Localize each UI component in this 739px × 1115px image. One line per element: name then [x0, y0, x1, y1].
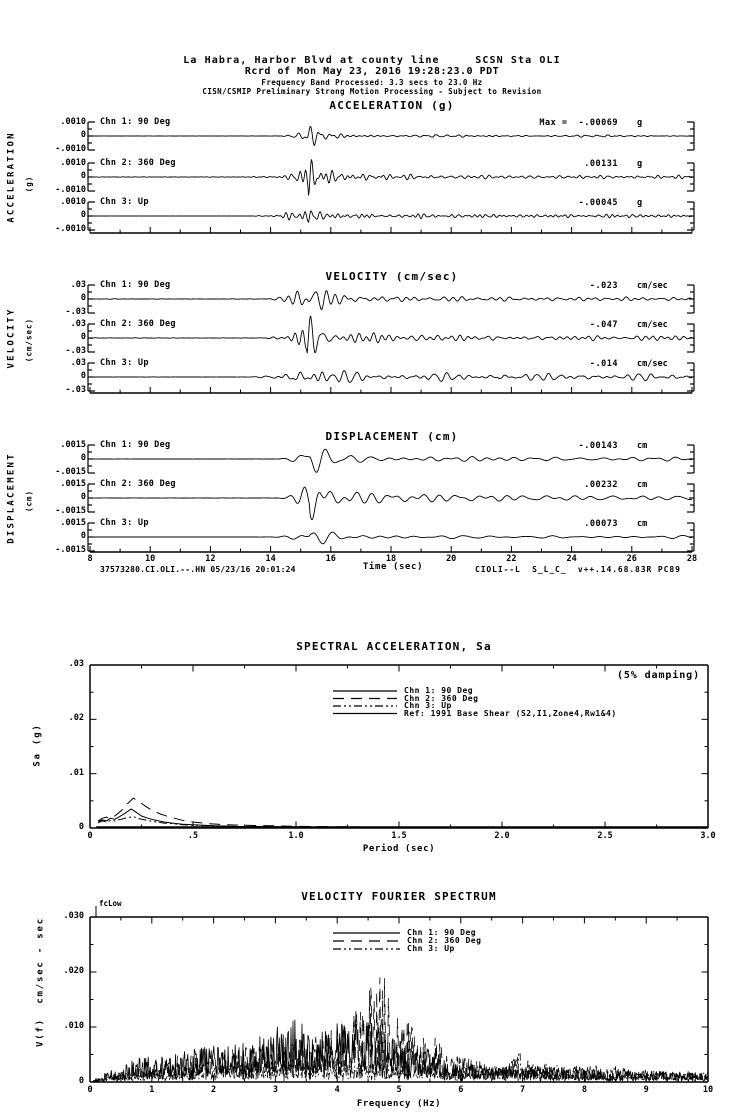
peak-value-label: -.047 — [589, 320, 618, 330]
trace-ymax-label: .0015 — [60, 479, 86, 489]
time-axis-tick-label: 22 — [506, 554, 517, 564]
sa-y-tick-label: .02 — [68, 713, 84, 724]
sa-curve-chn3 — [98, 817, 708, 828]
time-axis-tick-label: 10 — [145, 554, 156, 564]
sa-curve-chn1 — [98, 809, 708, 828]
trace-ymax-label: .0015 — [60, 440, 86, 450]
peak-value-label: .00131 — [584, 159, 618, 169]
frequency-band-line: Frequency Band Processed: 3.3 secs to 23.0 Hz — [261, 78, 483, 87]
peak-value-label: -.014 — [589, 359, 618, 369]
displacement-panel-title: DISPLACEMENT (cm) — [325, 430, 459, 443]
peak-value-label: .00073 — [584, 519, 618, 529]
velocity-axis-side-label: VELOCITY — [6, 307, 17, 369]
velocity_time_series-chn3-waveform — [90, 371, 692, 383]
trace-ymax-label: .0010 — [60, 158, 86, 168]
sa-x-tick-label: .5 — [187, 831, 199, 841]
record-datetime: Rcrd of Mon May 23, 2016 19:28:23.0 PDT — [244, 66, 500, 77]
trace-ymin-label: -.03 — [65, 346, 86, 356]
fourier-xaxis-label: Frequency (Hz) — [356, 1099, 442, 1109]
displacement_time_series-chn2-waveform — [90, 487, 692, 520]
sa-y-tick-label: .01 — [68, 767, 84, 778]
time-axis-tick-label: 28 — [686, 554, 698, 564]
fourier-x-tick-label: 6 — [458, 1085, 464, 1095]
sa-damping-note: (5% damping) — [616, 670, 700, 681]
sa-yaxis-label: Sa (g) — [32, 723, 43, 767]
record-id-info: CIOLI--L S_L_C_ v++.14.68.83R PC89 — [475, 565, 681, 574]
peak-unit-label: cm — [637, 441, 648, 451]
channel-label: Chn 2: 360 Deg — [100, 479, 176, 489]
trace-yzero-label: 0 — [80, 293, 86, 303]
acceleration-panel-title: ACCELERATION (g) — [329, 99, 455, 112]
trace-ymin-label: -.03 — [65, 307, 86, 317]
channel-label: Chn 3: Up — [100, 197, 149, 207]
fourier-legend-label: Chn 2: 360 Deg — [407, 936, 482, 945]
trace-yzero-label: 0 — [80, 171, 86, 181]
trace-ymax-label: .03 — [70, 280, 86, 290]
fourier-x-tick-label: 1 — [149, 1085, 155, 1095]
trace-yzero-label: 0 — [80, 492, 86, 502]
peak-unit-label: cm/sec — [637, 320, 668, 330]
sa-x-tick-label: 3.0 — [700, 831, 716, 841]
channel-label: Chn 3: Up — [100, 358, 149, 368]
trace-ymin-label: -.0015 — [55, 506, 86, 516]
trace-ymin-label: -.03 — [65, 385, 86, 395]
displacement_time_series-chn3-waveform — [90, 532, 692, 544]
sa-xaxis-label: Period (sec) — [362, 844, 436, 854]
sa-y-tick-label: .03 — [68, 659, 84, 669]
peak-unit-label: g — [637, 198, 643, 208]
fourier-legend-label: Chn 1: 90 Deg — [407, 928, 477, 937]
trace-yzero-label: 0 — [80, 453, 86, 463]
channel-label: Chn 2: 360 Deg — [100, 319, 176, 329]
trace-ymax-label: .03 — [70, 358, 86, 368]
channel-label: Chn 2: 360 Deg — [100, 158, 176, 168]
fourier-x-tick-label: 7 — [520, 1085, 526, 1095]
sa-curve-chn2 — [98, 798, 708, 828]
time-axis-tick-label: 18 — [385, 554, 397, 564]
velocity-panel-title: VELOCITY (cm/sec) — [325, 270, 459, 283]
trace-ymax-label: .0015 — [60, 518, 86, 528]
sa-x-tick-label: 1.5 — [391, 831, 407, 841]
sa-x-tick-label: 2.5 — [597, 831, 613, 841]
sa-legend-label: Chn 1: 90 Deg — [404, 686, 474, 695]
trace-ymax-label: .0010 — [60, 117, 86, 127]
channel-label: Chn 1: 90 Deg — [100, 117, 171, 127]
fourier-y-tick-label: 0 — [78, 1076, 84, 1086]
fourier-x-tick-label: 0 — [87, 1085, 93, 1095]
peak-unit-label: cm — [637, 480, 648, 490]
fourier-x-tick-label: 4 — [334, 1085, 340, 1095]
sa-x-tick-label: 0 — [87, 831, 93, 841]
trace-yzero-label: 0 — [80, 371, 86, 381]
fourier-x-tick-label: 5 — [396, 1085, 402, 1095]
acceleration-axis-side-unit: (g) — [24, 175, 34, 193]
acceleration_time_series-chn3-waveform — [90, 211, 692, 222]
fourier-legend-label: Chn 3: Up — [407, 944, 455, 953]
time-axis-tick-label: 24 — [566, 554, 577, 564]
channel-label: Chn 1: 90 Deg — [100, 280, 171, 290]
sa-y-tick-label: 0 — [78, 822, 84, 832]
fourier-x-tick-label: 8 — [581, 1085, 587, 1095]
sa-legend-label: Chn 2: 360 Deg — [404, 693, 479, 703]
trace-yzero-label: 0 — [80, 531, 86, 541]
station-title: La Habra, Harbor Blvd at county line SCSN Sta OLI — [183, 55, 561, 66]
trace-ymin-label: -.0010 — [55, 224, 86, 234]
channel-label: Chn 3: Up — [100, 518, 149, 528]
fourier-y-tick-label: .010 — [63, 1021, 84, 1031]
time-axis-tick-label: 16 — [325, 554, 336, 564]
processing-note-line: CISN/CSMIP Preliminary Strong Motion Processing - Subject to Revision — [202, 87, 542, 96]
velocity_time_series-chn1-waveform — [90, 291, 692, 310]
trace-yzero-label: 0 — [80, 332, 86, 342]
record-file-info: 37573280.CI.OLI.--.HN 05/23/16 20:01:24 — [100, 565, 296, 574]
channel-label: Chn 1: 90 Deg — [100, 440, 171, 450]
sa-x-tick-label: 1.0 — [288, 831, 304, 841]
time-axis-tick-label: 20 — [446, 554, 457, 564]
displacement_time_series-chn1-waveform — [90, 449, 692, 472]
time-axis-tick-label: 12 — [205, 554, 216, 564]
fourier-x-tick-label: 3 — [272, 1085, 278, 1095]
peak-unit-label: cm/sec — [637, 359, 668, 369]
trace-ymin-label: -.0015 — [55, 467, 86, 477]
trace-ymax-label: .0010 — [60, 197, 86, 207]
fourier-plot-title: VELOCITY FOURIER SPECTRUM — [301, 890, 497, 903]
trace-ymax-label: .03 — [70, 319, 86, 329]
time-axis-tick-label: 26 — [626, 554, 637, 564]
peak-unit-label: g — [637, 159, 643, 169]
trace-ymin-label: -.0010 — [55, 144, 86, 154]
peak-value-label: .00232 — [584, 480, 618, 490]
fourier-low-corner-marker-label: fcLow — [99, 899, 122, 908]
fourier-x-tick-label: 2 — [211, 1085, 217, 1095]
fourier-x-tick-label: 10 — [702, 1085, 714, 1095]
peak-unit-label: cm/sec — [637, 281, 668, 291]
sa-plot-title: SPECTRAL ACCELERATION, Sa — [296, 640, 492, 653]
sa-legend-label: Ref: 1991 Base Shear (S2,I1,Zone4,Rw1&4) — [404, 708, 617, 718]
acceleration-axis-side-label: ACCELERATION — [6, 131, 17, 223]
time-axis-label: Time (sec) — [362, 562, 424, 572]
peak-value-label: -.023 — [589, 281, 618, 291]
peak-value-label: Max = -.00069 — [539, 118, 618, 128]
displacement-axis-side-label: DISPLACEMENT — [6, 452, 17, 544]
velocity-axis-side-unit: (cm/sec) — [24, 317, 34, 363]
trace-yzero-label: 0 — [80, 130, 86, 140]
trace-ymin-label: -.0015 — [55, 545, 86, 555]
trace-yzero-label: 0 — [80, 210, 86, 220]
trace-ymin-label: -.0010 — [55, 185, 86, 195]
sa-x-tick-label: 2.0 — [494, 831, 510, 841]
fourier-y-tick-label: .020 — [63, 966, 84, 976]
peak-value-label: -.00143 — [578, 441, 618, 451]
time-axis-tick-label: 8 — [87, 554, 93, 564]
peak-value-label: -.00045 — [578, 198, 618, 208]
peak-unit-label: g — [637, 118, 643, 128]
acceleration_time_series-chn1-waveform — [90, 126, 692, 145]
sa-legend-label: Chn 3: Up — [404, 701, 452, 710]
time-axis-tick-label: 14 — [265, 554, 276, 564]
fourier-x-tick-label: 9 — [643, 1085, 649, 1095]
peak-unit-label: cm — [637, 519, 648, 529]
fourier-yaxis-label: V(f) cm/sec - sec — [35, 917, 46, 1047]
fourier-y-tick-label: .030 — [63, 911, 84, 921]
displacement-axis-side-unit: (cm) — [24, 489, 34, 513]
